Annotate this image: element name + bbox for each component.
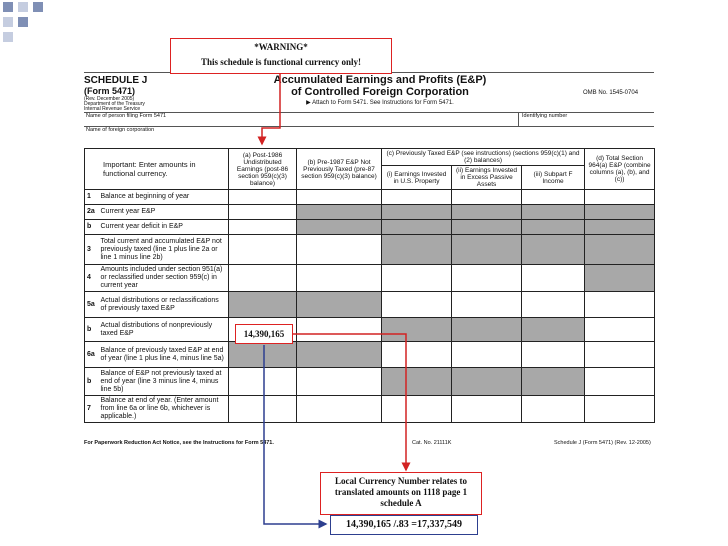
paperwork-notice: For Paperwork Reduction Act Notice, see the Instructions for Form 5471. — [84, 440, 274, 446]
line-description: Balance at end of year. (Enter amount from line 6a or line 6b, whichever is applicable.) — [99, 396, 229, 423]
identifying-number-label: Identifying number — [522, 113, 568, 119]
line-number: 2a — [85, 205, 99, 220]
col-c3-header: (iii) Subpart F Income — [522, 166, 585, 190]
line-description: Current year E&P — [99, 205, 229, 220]
irs: Internal Revenue Service — [84, 106, 141, 112]
filer-name-label: Name of person filing Form 5471 — [86, 113, 167, 119]
revision: (Rev. December 2005) — [84, 96, 135, 102]
corp-name-label: Name of foreign corporation — [86, 127, 155, 133]
col-d-header: (d) Total Section 964(a) E&P (combine columns (a), (b), and (c)) — [585, 149, 655, 190]
col-c1-header: (i) Earnings Invested in U.S. Property — [382, 166, 452, 190]
line-description: Amounts included under section 951(a) or reclassified under section 959(c) in current year — [99, 265, 229, 292]
line-number: b — [85, 368, 99, 396]
schedule-footer-id: Schedule J (Form 5471) (Rev. 12-2005) — [554, 440, 651, 446]
amount-5b-box — [235, 324, 293, 344]
callout-arrow — [292, 334, 406, 470]
form-number: (Form 5471) — [84, 86, 136, 96]
calc-arrow — [264, 345, 326, 524]
col-a-header: (a) Post-1986 Undistributed Earnings (post-86 section 959(c)(3) balance) — [229, 149, 297, 190]
attach-note: ▶ Attach to Form 5471. See Instructions for Form 5471. — [306, 100, 454, 106]
important-note: Important: Enter amounts in functional currency. — [85, 149, 229, 190]
local-currency-callout — [320, 472, 482, 515]
amount-5b-value: 14,390,165 — [243, 329, 285, 339]
line-description: Balance at beginning of year — [99, 190, 229, 205]
department: Department of the Treasury — [84, 101, 145, 107]
line-number: b — [85, 220, 99, 235]
title-line-1: Accumulated Earnings and Profits (E&P) — [273, 74, 487, 86]
warning-title: *WARNING* — [254, 42, 308, 52]
line-description: Balance of previously taxed E&P at end of year (line 1 plus line 4, minus line 5a) — [99, 342, 229, 368]
col-c-header: (c) Previously Taxed E&P (see instructions) (sections 959(c)(1) and (2) balances) — [382, 149, 585, 166]
translation-calc-text: 14,390,165 /.83 =17,337,549 — [346, 519, 462, 530]
schedule-title: SCHEDULE J — [84, 75, 148, 86]
title-line-2: of Controlled Foreign Corporation — [291, 86, 469, 98]
line-description: Actual distributions or reclassifications of previously taxed E&P — [99, 292, 229, 318]
line-number: 6a — [85, 342, 99, 368]
col-c2-header: (ii) Earnings Invested in Excess Passive Assets — [452, 166, 522, 190]
line-number: 3 — [85, 235, 99, 265]
line-number: 4 — [85, 265, 99, 292]
line-description: Balance of E&P not previously taxed at end of year (line 3 minus line 4, minus line 5b) — [99, 368, 229, 396]
line-number: 5a — [85, 292, 99, 318]
warning-arrow — [262, 72, 280, 144]
translation-calc-box — [330, 515, 478, 535]
line-description: Total current and accumulated E&P not previously taxed (line 1 plus line 2a or line 1 minus line 2b) — [99, 235, 229, 265]
warning-box — [170, 38, 392, 74]
catalog-number: Cat. No. 21111K — [412, 440, 452, 446]
line-number: 7 — [85, 396, 99, 423]
line-number: 1 — [85, 190, 99, 205]
line-number: b — [85, 318, 99, 342]
callout-text: Local Currency Number relates to translated amounts on 1118 page 1 schedule A — [334, 476, 468, 508]
warning-text: This schedule is functional currency only! — [200, 57, 362, 67]
line-description: Actual distributions of nonpreviously taxed E&P — [99, 318, 229, 342]
col-b-header: (b) Pre-1987 E&P Not Previously Taxed (pre-87 section 959(c)(3) balance) — [297, 149, 382, 190]
line-description: Current year deficit in E&P — [99, 220, 229, 235]
omb-number: OMB No. 1545-0704 — [583, 90, 639, 96]
